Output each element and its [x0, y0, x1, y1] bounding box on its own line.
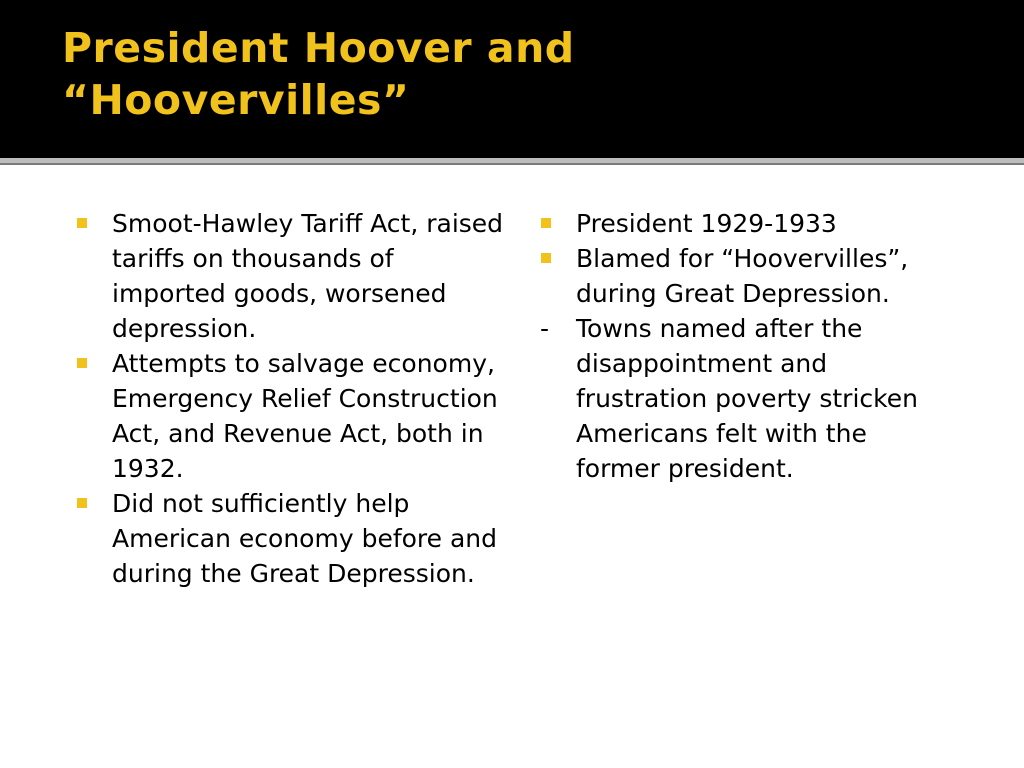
square-bullet-icon — [77, 358, 87, 368]
right-bullet-item — [538, 206, 958, 241]
right-bullet-text: President 1929-1933 — [576, 209, 837, 238]
left-bullet-item — [74, 346, 514, 486]
left-bullet-text: Attempts to salvage economy, Emergency Relief Construction Act, and Revenue Act, both in 1932. — [112, 349, 498, 483]
slide-title — [62, 22, 575, 126]
square-bullet-icon — [77, 498, 87, 508]
right-bullet-item — [538, 241, 958, 311]
left-bullet-item — [74, 486, 514, 591]
square-bullet-icon — [541, 218, 551, 228]
right-sub-item — [538, 311, 958, 486]
left-bullet-list — [74, 206, 514, 591]
left-bullet-text: Did not sufficiently help American economy before and during the Great Depression. — [112, 489, 498, 588]
left-bullet-text: Smoot-Hawley Tariff Act, raised tariffs on thousands of imported goods, worsened depression. — [112, 209, 504, 343]
slide-title-line-1: President Hoover and — [62, 24, 575, 72]
slide-title-line-2: “Hoovervilles” — [62, 76, 410, 124]
dash-bullet: - — [540, 314, 550, 343]
right-content-column — [538, 206, 958, 486]
right-sub-item-text: Towns named after the disappointment and frustration poverty stricken Americans felt with the former president. — [576, 314, 918, 483]
right-bullet-text: Blamed for “Hoovervilles”, during Great Depression. — [576, 244, 909, 308]
left-bullet-item — [74, 206, 514, 346]
right-bullet-list — [538, 206, 958, 311]
square-bullet-icon — [77, 218, 87, 228]
title-bar — [0, 0, 1024, 158]
square-bullet-icon — [541, 253, 551, 263]
title-divider-shadow — [0, 163, 1024, 165]
left-content-column — [74, 206, 514, 591]
